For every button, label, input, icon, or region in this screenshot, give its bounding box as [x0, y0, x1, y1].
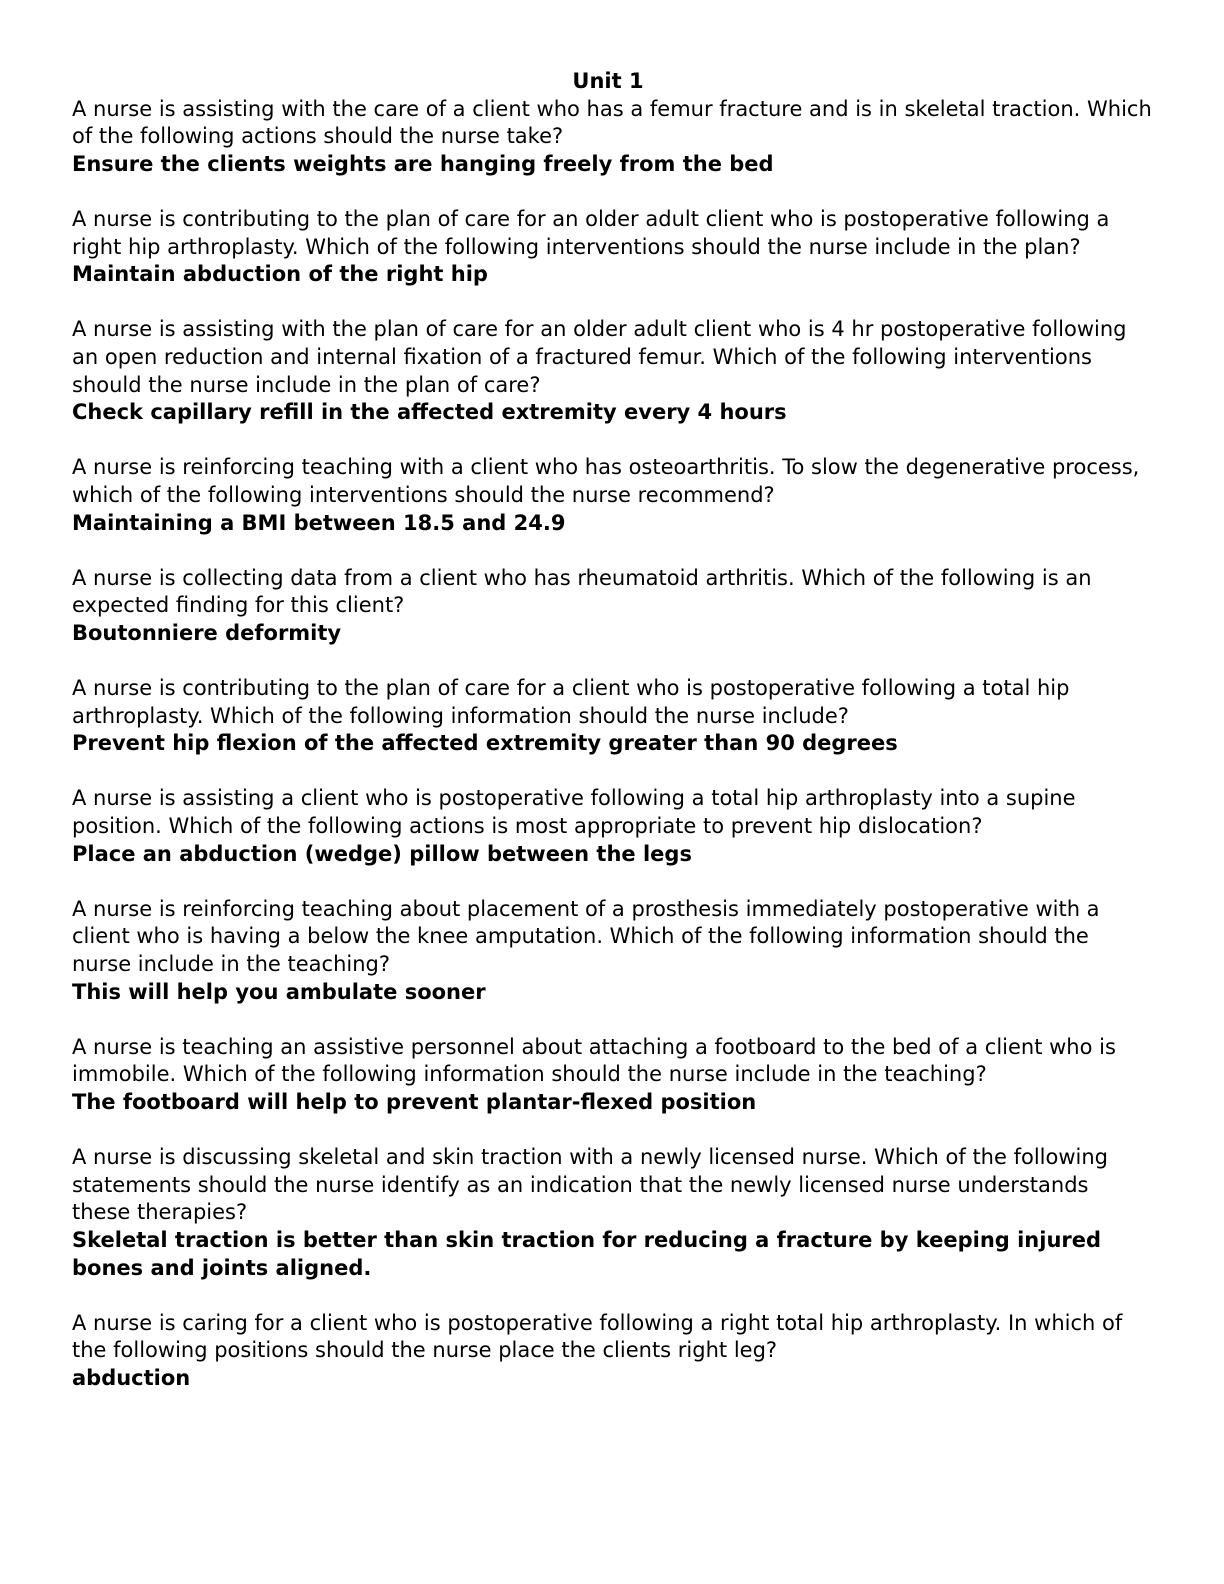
qa-item-8 [72, 896, 1152, 1006]
answer-text: Maintain abduction of the right hip [72, 262, 488, 287]
qa-item-3 [72, 316, 1152, 426]
qa-item-4 [72, 454, 1152, 537]
qa-item-5 [72, 565, 1152, 648]
qa-item-6 [72, 675, 1152, 758]
qa-item-1 [72, 96, 1152, 179]
question-text: A nurse is assisting a client who is postoperative following a total hip arthroplasty into a supine position. Which of the following actions is most appropriate to prevent hip dislocation? [72, 786, 1076, 839]
answer-text: Ensure the clients weights are hanging freely from the bed [72, 151, 774, 176]
answer-text: abduction [72, 1365, 191, 1390]
qa-item-7 [72, 785, 1152, 868]
answer-text: Place an abduction (wedge) pillow between the legs [72, 841, 692, 866]
answer-text: This will help you ambulate sooner [72, 979, 486, 1004]
qa-item-11 [72, 1310, 1152, 1393]
answer-text: The footboard will help to prevent plantar-flexed position [72, 1089, 757, 1114]
question-text: A nurse is teaching an assistive personnel about attaching a footboard to the bed of a client who is immobile. Which of the following information should the nurse include in the teaching? [72, 1034, 1116, 1087]
question-text: A nurse is assisting with the plan of care for an older adult client who is 4 hr postoperative following an open reduction and internal fixation of a fractured femur. Which of the following interventions should the nurse include in the plan of care? [72, 317, 1127, 397]
answer-text: Skeletal traction is better than skin traction for reducing a fracture by keeping injured bones and joints aligned. [72, 1227, 1102, 1280]
question-text: A nurse is reinforcing teaching with a client who has osteoarthritis. To slow the degenerative process, which of the following interventions should the nurse recommend? [72, 455, 1140, 507]
document-title: Unit 1 [572, 69, 644, 93]
answer-text: Prevent hip flexion of the affected extremity greater than 90 degrees [72, 731, 898, 756]
answer-text: Maintaining a BMI between 18.5 and 24.9 [72, 510, 566, 535]
answer-text: Boutonniere deformity [72, 620, 342, 645]
question-text: A nurse is contributing to the plan of care for a client who is postoperative following a total hip arthroplasty. Which of the following information should the nurse include? [72, 676, 1070, 728]
question-text: A nurse is assisting with the care of a client who has a femur fracture and is in skeletal traction. Which of the following actions should the nurse take? [72, 96, 1152, 149]
question-text: A nurse is reinforcing teaching about placement of a prosthesis immediately postoperative with a client who is having a below the knee amputation. Which of the following information should the nurse include in the teaching? [72, 896, 1100, 976]
document-page [72, 68, 1152, 1420]
qa-item-9 [72, 1034, 1152, 1117]
qa-item-10 [72, 1144, 1152, 1282]
question-text: A nurse is caring for a client who is postoperative following a right total hip arthroplasty. In which of the following positions should the nurse place the clients right leg? [72, 1310, 1123, 1363]
qa-item-2 [72, 206, 1152, 289]
question-text: A nurse is discussing skeletal and skin traction with a newly licensed nurse. Which of the following statements should the nurse identify as an indication that the newly licensed nurse understands these therapies? [72, 1145, 1108, 1225]
answer-text: Check capillary refill in the affected extremity every 4 hours [72, 400, 787, 425]
question-text: A nurse is collecting data from a client who has rheumatoid arthritis. Which of the following is an expected finding for this client? [72, 565, 1092, 618]
question-text: A nurse is contributing to the plan of care for an older adult client who is postoperative following a right hip arthroplasty. Which of the following interventions should the nurse include in the plan? [72, 206, 1110, 259]
